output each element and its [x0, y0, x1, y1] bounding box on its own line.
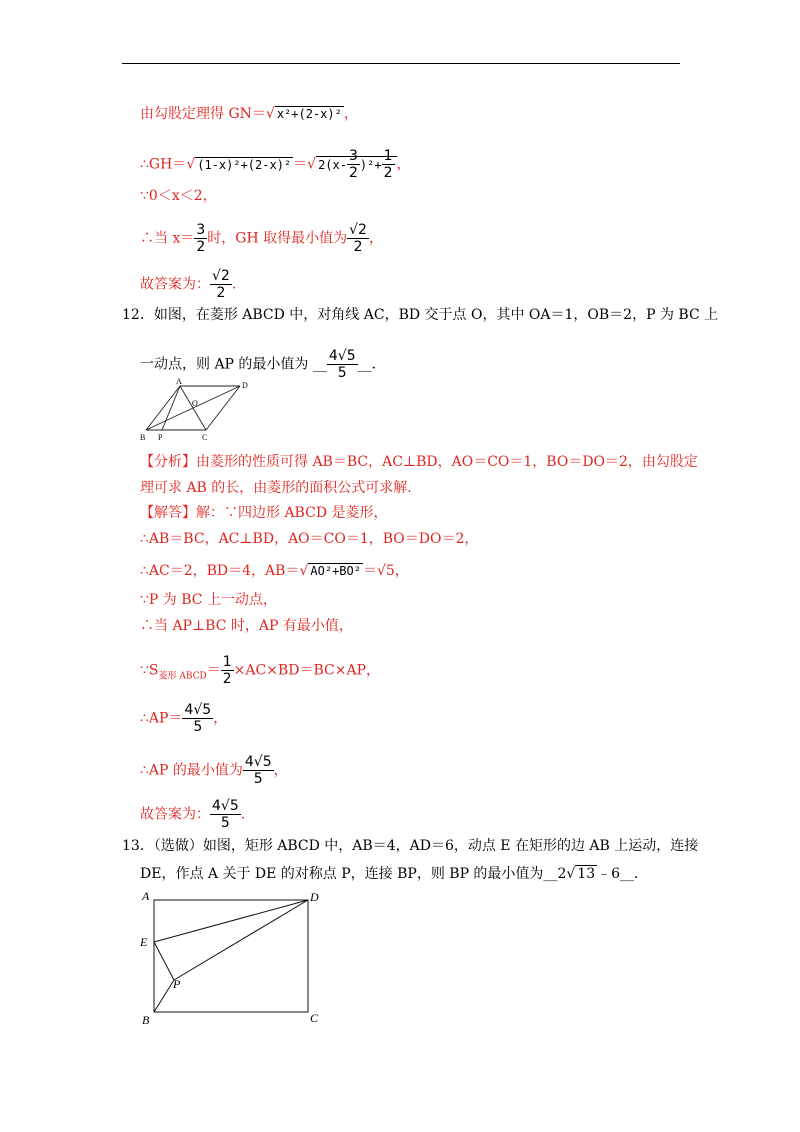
text: )²+	[359, 157, 382, 172]
denominator: 2	[353, 239, 363, 255]
q13-stem-1: 13．（选做）如图，矩形 ABCD 中，AB＝4，AD＝6，动点 E 在矩形的边 AB 上运动，连接	[122, 838, 699, 854]
header-rule	[122, 63, 680, 64]
label-c: C	[202, 433, 208, 442]
solution-line-3	[140, 561, 409, 581]
denominator: 2	[222, 671, 232, 687]
numerator: 1	[222, 654, 232, 670]
gh-line	[140, 148, 411, 181]
text: ，	[396, 156, 411, 173]
denominator: 2	[348, 165, 358, 181]
solution-line-9	[140, 798, 255, 831]
denominator: 5	[253, 771, 263, 787]
fraction	[210, 268, 232, 301]
answer-line	[140, 268, 246, 301]
sqrt-sign: √	[299, 563, 309, 579]
numerator: 3	[348, 148, 358, 164]
text: 一动点，则 AP 的最小值为 __	[140, 356, 327, 373]
label-p: P	[173, 977, 181, 991]
text: 2(x-	[318, 157, 347, 172]
label-d: D	[310, 890, 319, 904]
text: ．	[240, 806, 255, 823]
rectangle-figure	[136, 888, 336, 1030]
range-line: ∵0＜x＜2，	[140, 188, 217, 204]
radicand: (1-x)²+(2-x)²	[197, 157, 292, 172]
fraction	[210, 798, 241, 831]
sqrt-sign: √	[566, 866, 576, 882]
min-line	[140, 222, 383, 255]
denominator: 2	[383, 165, 393, 181]
label-d: D	[242, 381, 248, 390]
label-o: O	[192, 399, 198, 408]
numerator: 4√5	[328, 348, 356, 364]
numerator: √2	[212, 268, 230, 284]
denominator: 5	[220, 815, 230, 831]
radicand: x²+(2-x)²	[276, 107, 342, 121]
fraction	[243, 754, 274, 787]
text: ＝	[206, 662, 221, 679]
answer-tail: ﹣6	[597, 866, 621, 882]
text: ∴当 x＝	[140, 230, 195, 247]
text: ，	[343, 106, 358, 122]
sqrt-sign: √	[307, 156, 317, 173]
text: ，	[213, 710, 228, 727]
denominator: 2	[196, 239, 206, 255]
fraction	[347, 222, 369, 255]
text: __．	[357, 356, 386, 373]
solution-line-8	[140, 754, 288, 787]
text: ∴AC＝2，BD＝4，AB＝	[140, 563, 300, 579]
text: __．	[620, 866, 649, 882]
text: ，	[273, 762, 288, 779]
label-b: B	[142, 1013, 150, 1027]
label-e: E	[140, 935, 148, 949]
solution-line-5: ∴当 AP⊥BC 时，AP 有最小值，	[140, 618, 353, 634]
fraction	[347, 148, 360, 181]
label-a: A	[176, 378, 182, 386]
text: 故答案为：	[140, 806, 210, 823]
text: ＝	[293, 156, 308, 173]
fraction	[221, 654, 234, 687]
numerator: 4√5	[212, 798, 239, 814]
radicand	[316, 148, 396, 181]
q13-stem-2	[140, 864, 648, 884]
numerator: 1	[383, 148, 393, 164]
text: ．	[231, 276, 246, 293]
text: ∴AP＝	[140, 710, 183, 727]
text: ×AC×BD＝BC×AP，	[233, 662, 380, 679]
subscript: 菱形 ABCD	[158, 671, 207, 682]
text: DE，作点 A 关于 DE 的对称点 P，连接 BP，则 BP 的最小值为__	[140, 866, 558, 882]
rhombus-figure	[136, 378, 256, 446]
answer-coef: 2	[557, 866, 567, 882]
text: ＝√5，	[362, 563, 409, 579]
solution-line-1: 【解答】解：∵四边形 ABCD 是菱形，	[140, 505, 388, 521]
solution-line-2: ∴AB＝BC，AC⊥BD，AO＝CO＝1，BO＝DO＝2，	[140, 531, 479, 547]
denominator: 2	[216, 285, 226, 301]
analysis-line-2: 理可求 AB 的长，由菱形的面积公式可求解．	[140, 480, 422, 496]
gn-line	[140, 104, 358, 124]
label-a: A	[142, 889, 150, 903]
numerator: 3	[196, 222, 206, 238]
q12-stem-2	[140, 348, 386, 381]
denominator: 5	[193, 719, 203, 735]
label-p: P	[158, 433, 163, 442]
q12-stem-1: 12．如图，在菱形 ABCD 中，对角线 AC，BD 交于点 O，其中 OA＝1，OB＝2，P 为 BC 上	[122, 307, 719, 323]
numerator: 4√5	[244, 754, 272, 770]
analysis-line-1: 【分析】由菱形的性质可得 AB＝BC，AC⊥BD，AO＝CO＝1，BO＝DO＝2，由勾股定	[140, 454, 698, 470]
sqrt-sign: √	[265, 106, 275, 122]
label-b: B	[140, 433, 146, 442]
text: 时，GH 取得最小值为	[207, 230, 348, 247]
fraction	[194, 222, 207, 255]
text: ∴GH＝	[140, 156, 187, 173]
numerator: 4√5	[184, 702, 212, 718]
numerator: √2	[349, 222, 367, 238]
text: ，	[368, 230, 383, 247]
solution-line-6	[140, 654, 380, 687]
fraction	[182, 702, 213, 735]
denominator: 5	[337, 365, 347, 381]
radicand: 13	[577, 866, 596, 882]
text: 由勾股定理得 GN＝	[140, 106, 266, 122]
answer-fraction	[327, 348, 358, 381]
text: ∴AP 的最小值为	[140, 762, 243, 779]
sqrt-sign: √	[186, 156, 196, 173]
solution-line-4: ∵P 为 BC 上一动点，	[140, 592, 277, 608]
radicand: AO²+BO²	[310, 564, 361, 578]
fraction	[382, 148, 395, 181]
text: ∵S	[140, 662, 159, 679]
text: 故答案为：	[140, 276, 210, 293]
solution-line-7	[140, 702, 227, 735]
label-c: C	[310, 1011, 319, 1025]
